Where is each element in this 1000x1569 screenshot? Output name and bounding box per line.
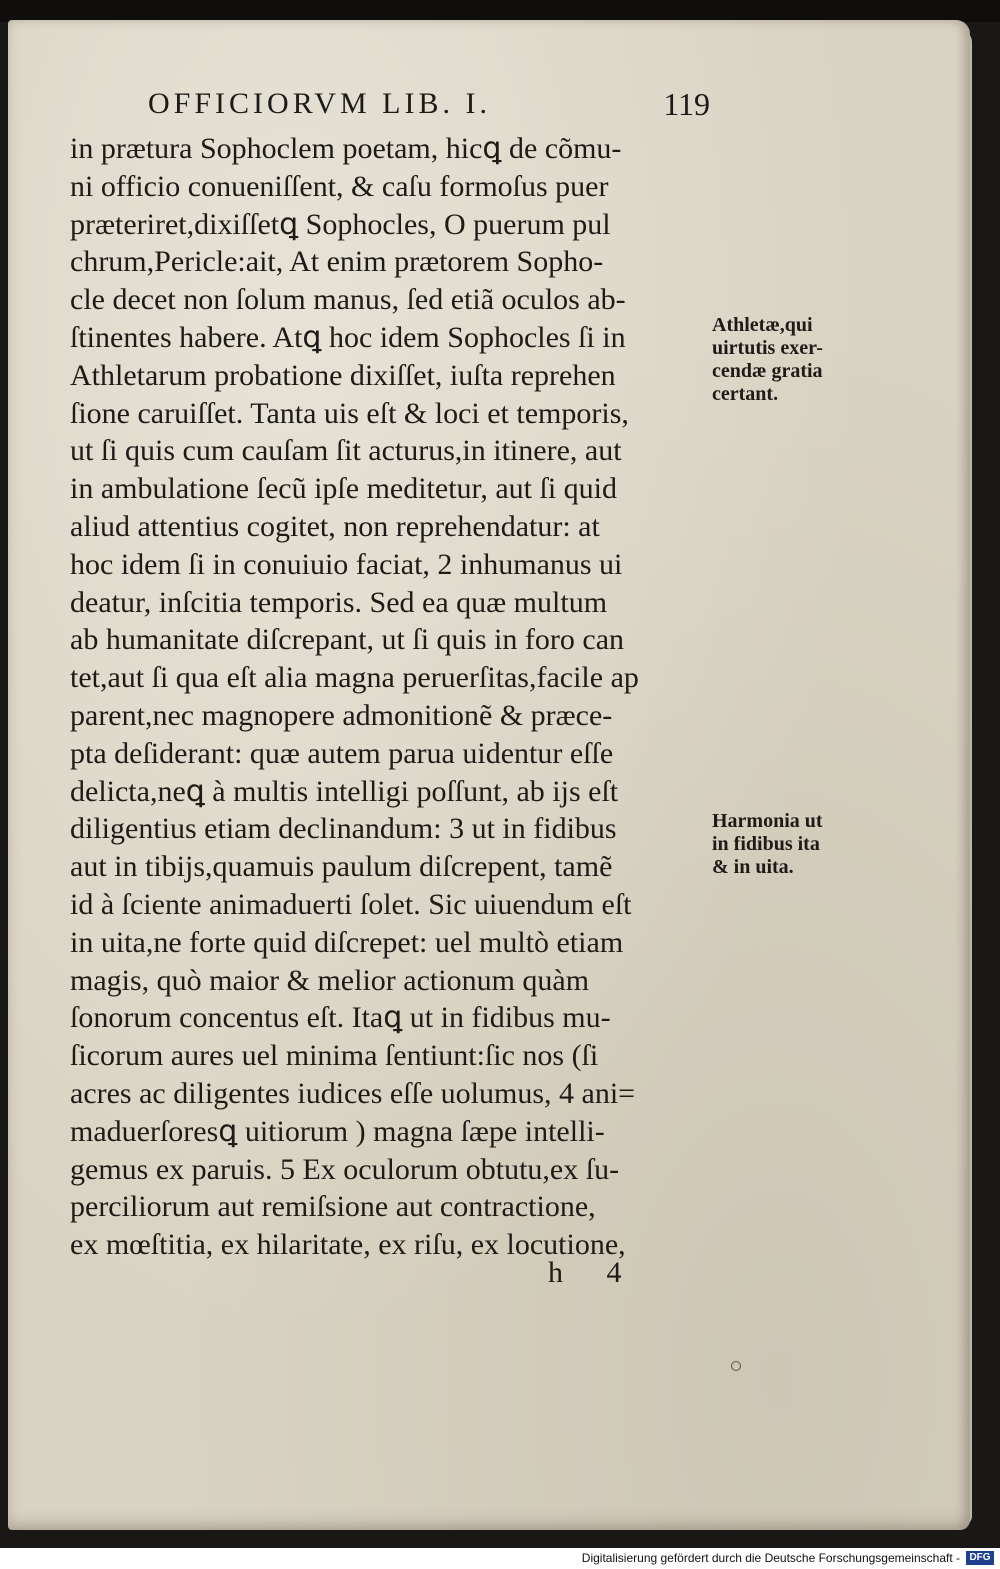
signature-mark: h 4	[548, 1256, 640, 1289]
digitization-footer	[0, 1548, 1000, 1569]
page-number: 119	[663, 86, 710, 122]
text-line: ni officio conueniſſent, & caſu formoſus puer	[70, 169, 609, 203]
marginal-note-line: uirtutis exer-	[712, 337, 823, 359]
marginal-note-line: & in uita.	[712, 856, 794, 878]
text-line: in prætura Sophoclem poetam, hicꝗ de cõmu-	[70, 132, 622, 165]
text-line: parent,nec magnopere admonitionẽ & præce-	[70, 698, 613, 732]
dfg-logo: DFG	[966, 1551, 994, 1565]
text-line: ſtinentes habere. Atꝗ hoc idem Sophocles ſi in	[70, 320, 626, 354]
page-header	[148, 84, 718, 124]
marginal-note-line: cendæ gratia	[712, 360, 823, 382]
text-line: delicta,neꝗ à multis intelligi poſſunt, ab ijs eſt	[70, 774, 619, 808]
text-line: cle decet non ſolum manus, ſed etiã oculos ab-	[70, 283, 626, 317]
text-line: pta deſiderant: quæ autem parua uidentur eſſe	[70, 736, 614, 770]
text-line: ſonorum concentus eſt. Itaꝗ ut in fidibus mu-	[70, 1001, 611, 1035]
text-line: gemus ex paruis. 5 Ex oculorum obtutu,ex ſu-	[70, 1152, 620, 1186]
scan-top-border	[0, 0, 1000, 22]
text-line: Athletarum probatione dixiſſet, iuſta reprehen	[70, 358, 616, 392]
text-line: id à ſciente animaduerti ſolet. Sic uiuendum eſt	[70, 887, 632, 921]
marginal-note-harmonia	[712, 810, 823, 879]
running-head: OFFICIORVM LIB. I.	[148, 87, 491, 120]
text-line: maduerſoresꝗ uitiorum ) magna ſæpe intelli-	[70, 1114, 605, 1148]
marginal-note-line: Harmonia ut	[712, 810, 823, 832]
marginal-note-line: certant.	[712, 383, 779, 405]
text-line: in ambulatione ſecũ ipſe meditetur, aut ſi quid	[70, 472, 617, 506]
marginal-note-line: in fidibus ita	[712, 833, 820, 855]
marginal-note-line: Athletæ,qui	[712, 314, 813, 336]
text-line: perciliorum aut remiſsione aut contractione,	[70, 1190, 596, 1224]
text-line: diligentius etiam declinandum: 3 ut in fidibus	[70, 812, 617, 846]
text-line: ab humanitate diſcrepant, ut ſi quis in foro can	[70, 623, 625, 657]
text-line: aliud attentius cogitet, non reprehendatur: at	[70, 509, 600, 543]
text-line: tet,aut ſi qua eſt alia magna peruerſitas,facile ap	[70, 661, 639, 695]
funding-credit: Digitalisierung gefördert durch die Deutsche Forschungsgemeinschaft -	[581, 1551, 960, 1565]
text-line: deatur, inſcitia temporis. Sed ea quæ multum	[70, 585, 608, 619]
text-line: ut ſi quis cum cauſam ſit acturus,in itinere, aut	[70, 434, 622, 468]
text-line: ex mœſtitia, ex hilaritate, ex riſu, ex locutione,	[70, 1228, 626, 1262]
main-text-block	[70, 130, 720, 1264]
text-line: in uita,ne forte quid diſcrepet: uel multò etiam	[70, 925, 624, 959]
text-line: chrum,Pericle:ait, At enim prætorem Sopho-	[70, 245, 604, 279]
text-line: aut in tibijs,quamuis paulum diſcrepent, tamẽ	[70, 850, 613, 884]
text-line: ſione caruiſſet. Tanta uis eſt & loci et temporis,	[70, 396, 629, 430]
text-line: ſicorum aures uel minima ſentiunt:ſic nos (ſi	[70, 1039, 599, 1073]
marginal-note-athletes	[712, 314, 823, 406]
ink-dot-mark	[731, 1361, 741, 1371]
text-line: magis, quò maior & melior actionum quàm	[70, 963, 590, 997]
text-line: præteriret,dixiſſetꝗ Sophocles, O puerum pul	[70, 207, 611, 241]
text-line: acres ac diligentes iudices eſſe uolumus, 4 ani=	[70, 1076, 636, 1110]
text-line: hoc idem ſi in conuiuio faciat, 2 inhumanus ui	[70, 547, 623, 581]
